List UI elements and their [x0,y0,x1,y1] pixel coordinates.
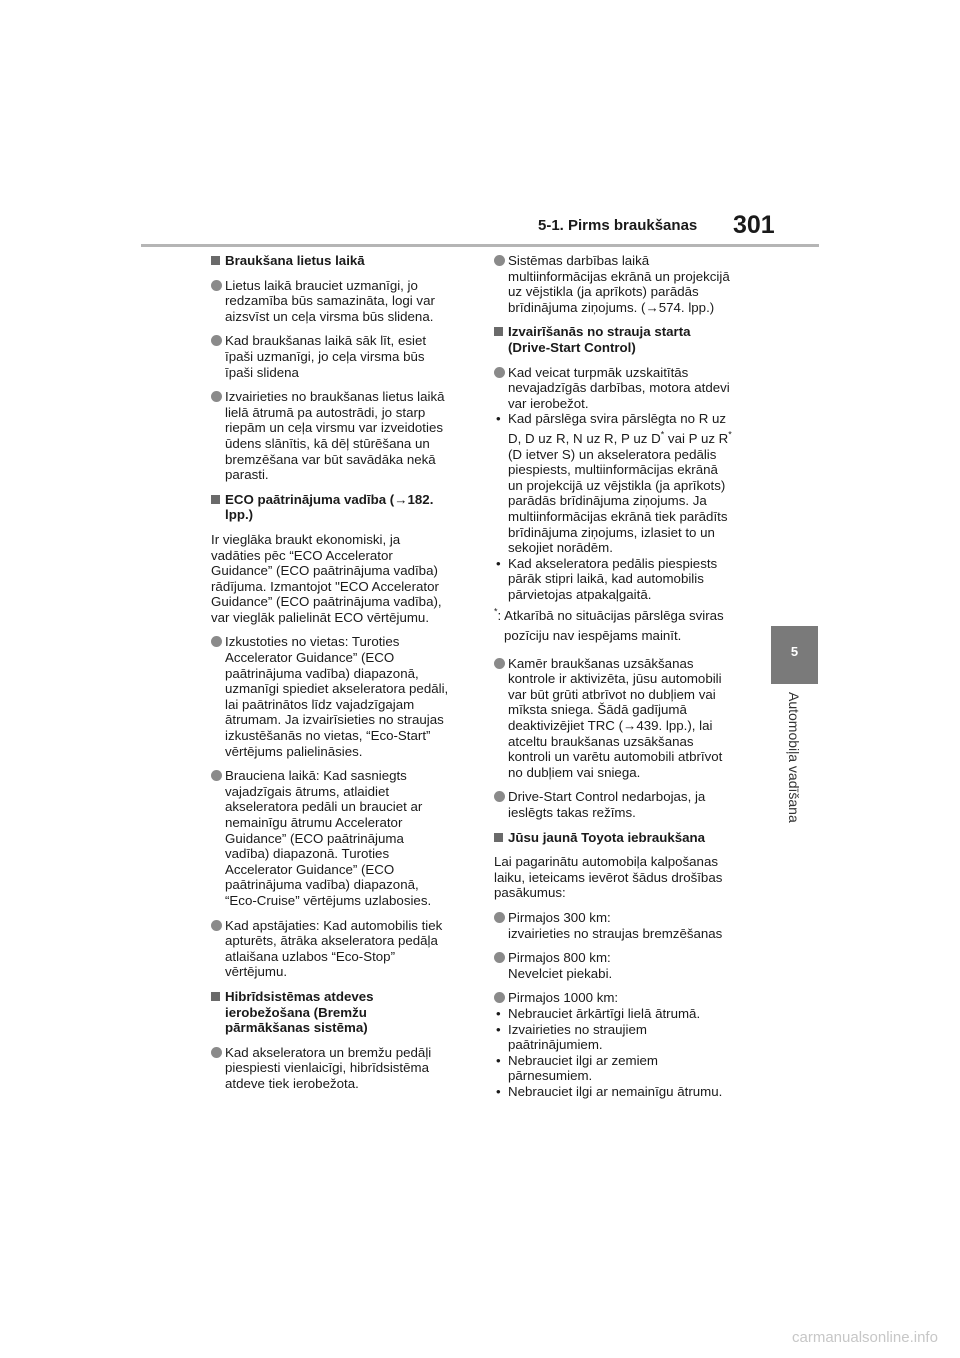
round-bullet-icon [211,280,222,291]
square-bullet-icon [494,833,503,842]
section-heading: Braukšana lietus laikā [211,253,469,269]
square-bullet-icon [211,495,220,504]
bullet-item: Lietus laikā brauciet uzmanīgi, jo redzamība būs samazināta, logi var aizsvīst un ceļa virsma būs slidena. [211,278,469,325]
section-heading: Jūsu jaunā Toyota iebraukšana [494,830,752,846]
sub-bullet-item: • Nebrauciet ārkārtīgi lielā ātrumā. [494,1006,752,1022]
round-bullet-icon [494,952,505,963]
sub-bullet-item: • Nebrauciet ilgi ar zemiem pārnesumiem. [494,1053,752,1084]
header-divider [141,244,819,247]
bullet-item: Kad apstājaties: Kad automobilis tiek apturēts, ātrāka akseleratora pedāļa atlaišana uzlabos “Eco-Stop” vērtējumu. [211,918,469,980]
round-bullet-icon [494,912,505,923]
round-bullet-icon [211,335,222,346]
round-bullet-icon [494,367,505,378]
round-bullet-icon [211,920,222,931]
round-bullet-icon [494,992,505,1003]
round-bullet-icon [211,1047,222,1058]
bullet-item: Kamēr braukšanas uzsākšanas kontrole ir aktivizēta, jūsu automobili var būt grūti atbrīvot no dubļiem vai mīksta sniega. Šādā gadījumā deaktivizējiet TRC (→439. lpp.), lai atceltu braukšanas uzsākšanas kontroli un varētu automobili atbrīvot no dubļiem vai sniega. [494,656,752,781]
chapter-tab: 5 [771,626,818,684]
bullet-item: Drive-Start Control nedarbojas, ja ieslēgts takas režīms. [494,789,752,820]
bullet-item: Pirmajos 800 km: Nevelciet piekabi. [494,950,752,981]
section-heading: ECO paātrinājuma vadība (→182. lpp.) [211,492,469,523]
left-column [211,253,469,1101]
sub-bullet-item: • Kad akseleratora pedālis piespiests pārāk stipri laikā, kad automobilis pārvietojas atpakaļgaitā. [494,556,752,603]
chapter-label: Automobiļa vadīšana [786,692,802,823]
page-number: 301 [733,211,775,239]
round-bullet-icon [211,391,222,402]
bullet-item: Brauciena laikā: Kad sasniegts vajadzīgais ātrums, atlaidiet akseleratora pedāli un brauciet ar nemainīgu ātrumu Accelerator Guidance” (ECO paātrinājuma vadība) diapazonā. Turoties Accelerator Guidance” (ECO paātrinājuma vadība) diapazonā, “Eco-Cruise” vērtējums uzlabosies. [211,768,469,908]
paragraph: Ir vieglāka braukt ekonomiski, ja vadāties pēc “ECO Accelerator Guidance” (ECO paātrinājuma vadība) rādījuma. Izmantojot "ECO Accelerator Guidance” (ECO paātrinājuma vadība), var vieglāk palielināt ECO vērtējumu. [211,531,442,625]
bullet-item: Kad braukšanas laikā sāk līt, esiet īpaši uzmanīgi, jo ceļa virsma būs īpaši slidena [211,333,469,380]
bullet-item: Kad veicat turpmāk uzskaitītās nevajadzīgās darbības, motora atdevi var ierobežot. [494,365,752,412]
bullet-item: Kad akseleratora un bremžu pedāļi piespiesti vienlaicīgi, hibrīdsistēma atdeve tiek ierobežota. [211,1045,469,1092]
round-bullet-icon [211,636,222,647]
round-bullet-icon [494,791,505,802]
section-heading: Izvairīšanās no strauja starta (Drive-Start Control) [494,324,752,355]
right-column [494,253,752,1100]
square-bullet-icon [211,992,220,1001]
sub-bullet-item: • Kad pārslēga svira pārslēgta no R uz D, D uz R, N uz R, P uz D* vai P uz R* (D ietver S) un akseleratora pedālis piespiests, multiinformācijas ekrānā un projekcijā uz vējstikla (ja aprīkots) parādās brīdinājuma ziņojums. Ja multiinformācijas ekrānā tiek parādīts brīdinājuma ziņojums, izlasiet to un sekojiet norādēm. [494,411,752,555]
round-bullet-icon [211,770,222,781]
watermark: carmanualsonline.info [792,1329,938,1346]
bullet-item: Izvairieties no braukšanas lietus laikā lielā ātrumā pa autostrādi, jo starp riepām un ceļa virsmu var izveidoties ūdens slānītis, kā dēļ stūrēšana un bremzēšana var būt savādāka nekā parasti. [211,389,469,483]
bullet-item: Pirmajos 1000 km: [494,990,752,1006]
square-bullet-icon [494,327,503,336]
paragraph: Lai pagarinātu automobiļa kalpošanas laiku, ieteicams ievērot šādus drošības pasākumus: [494,854,723,901]
round-bullet-icon [494,658,505,669]
sub-bullet-item: • Izvairieties no straujiem paātrinājumiem. [494,1022,752,1053]
footnote: *: Atkarībā no situācijas pārslēga sviras pozīciju nav iespējams mainīt. [494,607,724,644]
square-bullet-icon [211,256,220,265]
bullet-item: Izkustoties no vietas: Turoties Accelerator Guidance” (ECO paātrinājuma vadība) diapazonā, uzmanīgi spiediet akseleratora pedāli, lai paātrinātos līdz vajadzīgajam ātrumam. Ja izvairīsieties no straujas izkustēšanās no vietas, “Eco-Start” vērtējums palielināsies. [211,634,469,759]
sub-bullet-item: • Nebrauciet ilgi ar nemainīgu ātrumu. [494,1084,752,1100]
bullet-item: Pirmajos 300 km: izvairieties no straujas bremzēšanas [494,910,752,941]
round-bullet-icon [494,255,505,266]
section-title: 5-1. Pirms braukšanas [538,217,698,234]
bullet-item: Sistēmas darbības laikā multiinformācijas ekrānā un projekcijā uz vējstikla (ja aprīkots) parādās brīdinājuma ziņojums. (→574. lpp.) [494,253,752,315]
section-heading: Hibrīdsistēmas atdeves ierobežošana (Bremžu pārmākšanas sistēma) [211,989,469,1036]
